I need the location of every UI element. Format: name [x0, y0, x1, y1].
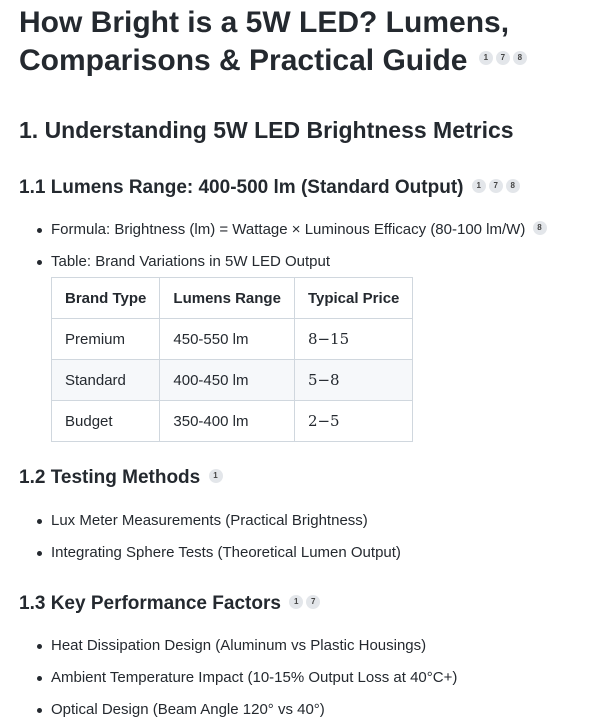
bullet-list-1-1 — [35, 220, 547, 272]
table-row — [52, 360, 413, 401]
section-heading-1-3 — [19, 591, 320, 617]
table-header-cell: Typical Price — [294, 278, 412, 319]
section-heading-1-1 — [19, 175, 520, 201]
brand-variations-table — [51, 277, 413, 442]
title-line-2: Comparisons & Practical Guide — [19, 44, 468, 77]
bullet-list-1-3 — [35, 636, 457, 720]
table-cell: Budget — [52, 401, 160, 442]
title-line-1: How Bright is a 5W LED? Lumens, — [19, 6, 510, 39]
table-cell: 8−15 — [294, 319, 412, 360]
citation-badge[interactable]: 7 — [306, 595, 320, 609]
citation-badge[interactable]: 8 — [533, 221, 547, 235]
table-header-cell: Lumens Range — [160, 278, 295, 319]
list-item-text: Formula: Brightness (lm) = Wattage × Luminous Efficacy (80-100 lm/W) — [51, 221, 526, 238]
citation-badge[interactable]: 1 — [209, 469, 223, 483]
table-cell: 2−5 — [294, 401, 412, 442]
list-item: Lux Meter Measurements (Practical Brightness) — [35, 511, 401, 531]
bullet-list-1-2 — [35, 511, 401, 563]
table-cell: Premium — [52, 319, 160, 360]
table-cell: Standard — [52, 360, 160, 401]
heading-text: 1.1 Lumens Range: 400-500 lm (Standard Output) — [19, 177, 464, 198]
citation-badge[interactable]: 7 — [489, 179, 503, 193]
list-item: Integrating Sphere Tests (Theoretical Lumen Output) — [35, 543, 401, 563]
citation-badge[interactable]: 1 — [472, 179, 486, 193]
table-cell: 5−8 — [294, 360, 412, 401]
list-item-text: Table: Brand Variations in 5W LED Output — [51, 253, 331, 270]
table-row — [52, 401, 413, 442]
list-item: Ambient Temperature Impact (10-15% Output Loss at 40°C+) — [35, 668, 457, 688]
list-item: Heat Dissipation Design (Aluminum vs Plastic Housings) — [35, 636, 457, 656]
table-cell: 350-400 lm — [160, 401, 295, 442]
citation-badge[interactable]: 1 — [289, 595, 303, 609]
list-item — [35, 252, 547, 272]
citation-badge[interactable]: 7 — [496, 51, 510, 65]
list-item: Optical Design (Beam Angle 120° vs 40°) — [35, 700, 457, 720]
citation-badge[interactable]: 8 — [506, 179, 520, 193]
heading-text: 1.2 Testing Methods — [19, 467, 201, 488]
heading-text: 1.3 Key Performance Factors — [19, 593, 281, 614]
table-cell: 450-550 lm — [160, 319, 295, 360]
table-cell: 400-450 lm — [160, 360, 295, 401]
table-header-cell: Brand Type — [52, 278, 160, 319]
citation-badge[interactable]: 1 — [479, 51, 493, 65]
list-item — [35, 220, 547, 240]
table-header-row — [52, 278, 413, 319]
section-heading-1: 1. Understanding 5W LED Brightness Metrics — [19, 117, 514, 143]
section-heading-1-2 — [19, 465, 223, 491]
table-row — [52, 319, 413, 360]
page-title — [19, 4, 599, 80]
citation-badge[interactable]: 8 — [513, 51, 527, 65]
